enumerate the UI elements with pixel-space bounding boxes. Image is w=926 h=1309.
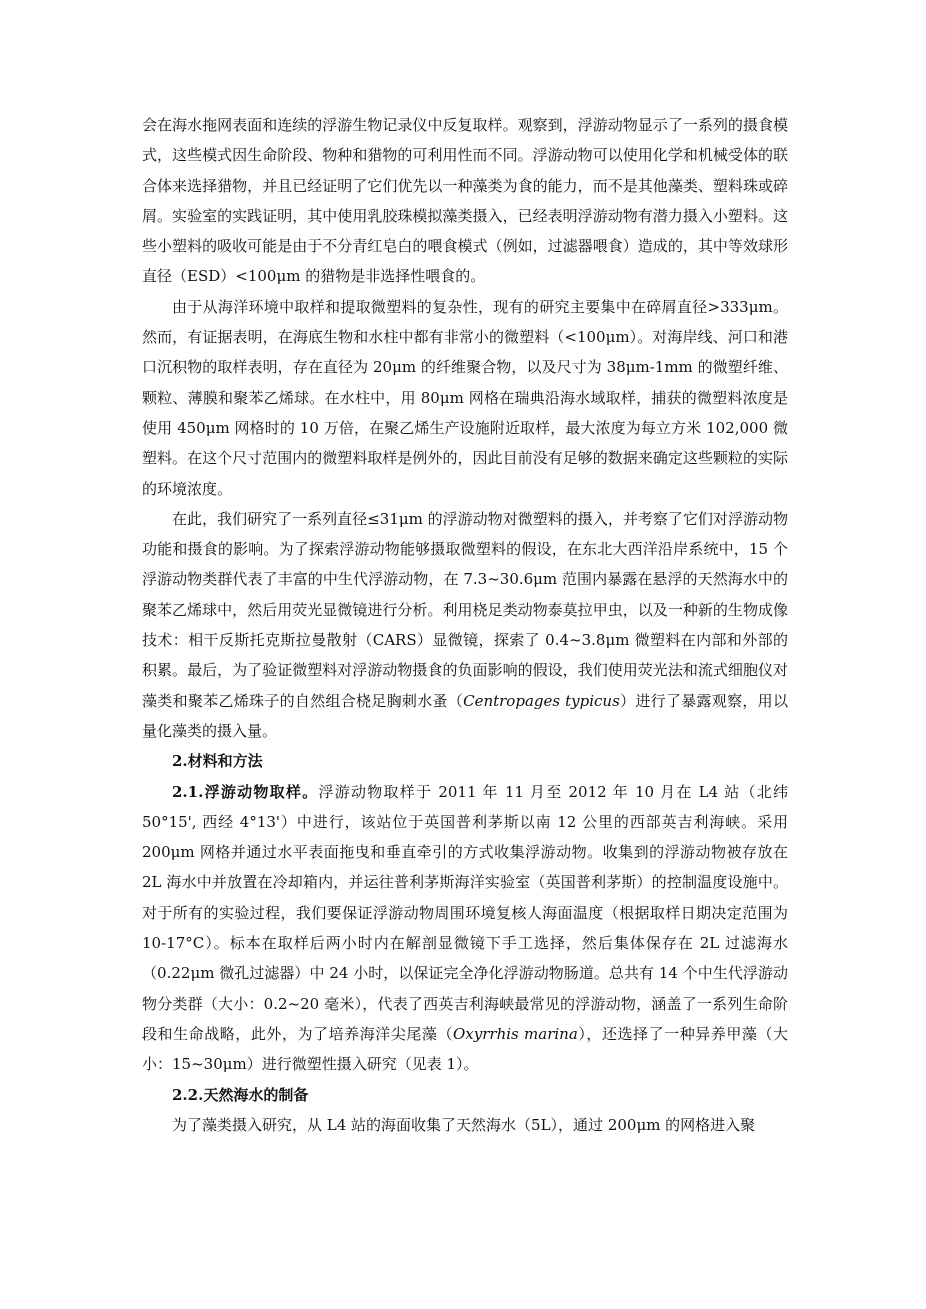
paragraph-zooplankton-sampling: [142, 777, 788, 1080]
document-page: [142, 110, 788, 1140]
paragraph-ingestion-modes: 会在海水拖网表面和连续的浮游生物记录仪中反复取样。观察到，浮游动物显示了一系列的摄食模式，这些模式因生命阶段、物种和猎物的可利用性而不同。浮游动物可以使用化学和机械受体的联合体来选择猎物，并且已经证明了它们优先以一种藻类为食的能力，而不是其他藻类、塑料珠或碎屑。实验室的实践证明，其中使用乳胶珠模拟藻类摄入，已经表明浮游动物有潜力摄入小塑料。这些小塑料的吸收可能是由于不分青红皂白的喂食模式（例如，过滤器喂食）造成的，其中等效球形直径（ESD）<100μm 的猎物是非选择性喂食的。: [142, 116, 788, 286]
species-name-centropages: Centropages typicus: [463, 691, 620, 710]
section-heading-methods: 2.材料和方法: [172, 752, 263, 771]
paragraph-seawater-preparation: 为了藻类摄入研究，从 L4 站的海面收集了天然海水（5L），通过 200μm 的网格进入聚: [172, 1115, 756, 1134]
subsection-text-2-1-end: ），还选择了一种异养甲藻（大小：15~30μm）进行微塑性摄入研究（见表 1）。: [142, 1024, 788, 1074]
paragraph-study-overview: [142, 504, 788, 746]
subsection-heading-2-2: 2.2.天然海水的制备: [172, 1085, 309, 1104]
paragraph-study-text-end: ）进行了暴露观察，用以量化藻类的摄入量。: [142, 691, 788, 740]
subsection-text-2-1: 浮游动物取样于 2011 年 11 月至 2012 年 10 月在 L4 站（北纬 50°15', 西经 4°13'）中进行，该站位于英国普利茅斯以南 12 公里的西部英吉利海峡。采用 200μm 网格并通过水平表面拖曳和垂直牵引的方式收集浮游动物。收集到的浮游动物被存放在 2L 海水中并放置在冷却箱内，并运往普利茅斯海洋实验室（英国普利茅斯）的控制温度设施中。对于所有的实验过程，我们要保证浮游动物周围环境复核人海面温度（根据取样日期决定范围为 10-17°C）。标本在取样后两小时内在解剖显微镜下手工选择，然后集体保存在 2L 过滤海水（0.22μm 微孔过滤器）中 24 小时，以保证完全净化浮游动物肠道。总共有 14 个中生代浮游动物分类群（大小：0.2~20 毫米），代表了西英吉利海峡最常见的浮游动物，涵盖了一系列生命阶段和生命战略，此外，为了培养海洋尖尾藻（: [142, 782, 788, 1043]
species-name-oxyrrhis: Oxyrrhis marina: [453, 1024, 578, 1043]
paragraph-sampling-complexity: 由于从海洋环境中取样和提取微塑料的复杂性，现有的研究主要集中在碎屑直径>333μm。然而，有证据表明，在海底生物和水柱中都有非常小的微塑料（<100μm）。对海岸线、河口和港口沉积物的取样表明，存在直径为 20μm 的纤维聚合物，以及尺寸为 38μm-1mm 的微塑纤维、颗粒、薄膜和聚苯乙烯球。在水柱中，用 80μm 网格在瑞典沿海水域取样，捕获的微塑料浓度是使用 450μm 网格时的 10 万倍，在聚乙烯生产设施附近取样，最大浓度为每立方米 102,000 微塑料。在这个尺寸范围内的微塑料取样是例外的，因此目前没有足够的数据来确定这些颗粒的实际的环境浓度。: [142, 297, 788, 498]
subsection-heading-2-1: 2.1.浮游动物取样。: [172, 782, 319, 801]
paragraph-study-text: 在此，我们研究了一系列直径≤31μm 的浮游动物对微塑料的摄入，并考察了它们对浮游动物功能和摄食的影响。为了探索浮游动物能够摄取微塑料的假设，在东北大西洋沿岸系统中，15 个浮游动物类群代表了丰富的中生代浮游动物，在 7.3~30.6μm 范围内暴露在悬浮的天然海水中的聚苯乙烯球中，然后用荧光显微镜进行分析。利用桡足类动物泰莫拉甲虫，以及一种新的生物成像技术：相干反斯托克斯拉曼散射（CARS）显微镜，探索了 0.4~3.8μm 微塑料在内部和外部的积累。最后，为了验证微塑料对浮游动物摄食的负面影响的假设，我们使用荧光法和流式细胞仪对藻类和聚苯乙烯珠子的自然组合桡足胸刺水蚤（: [142, 509, 788, 710]
